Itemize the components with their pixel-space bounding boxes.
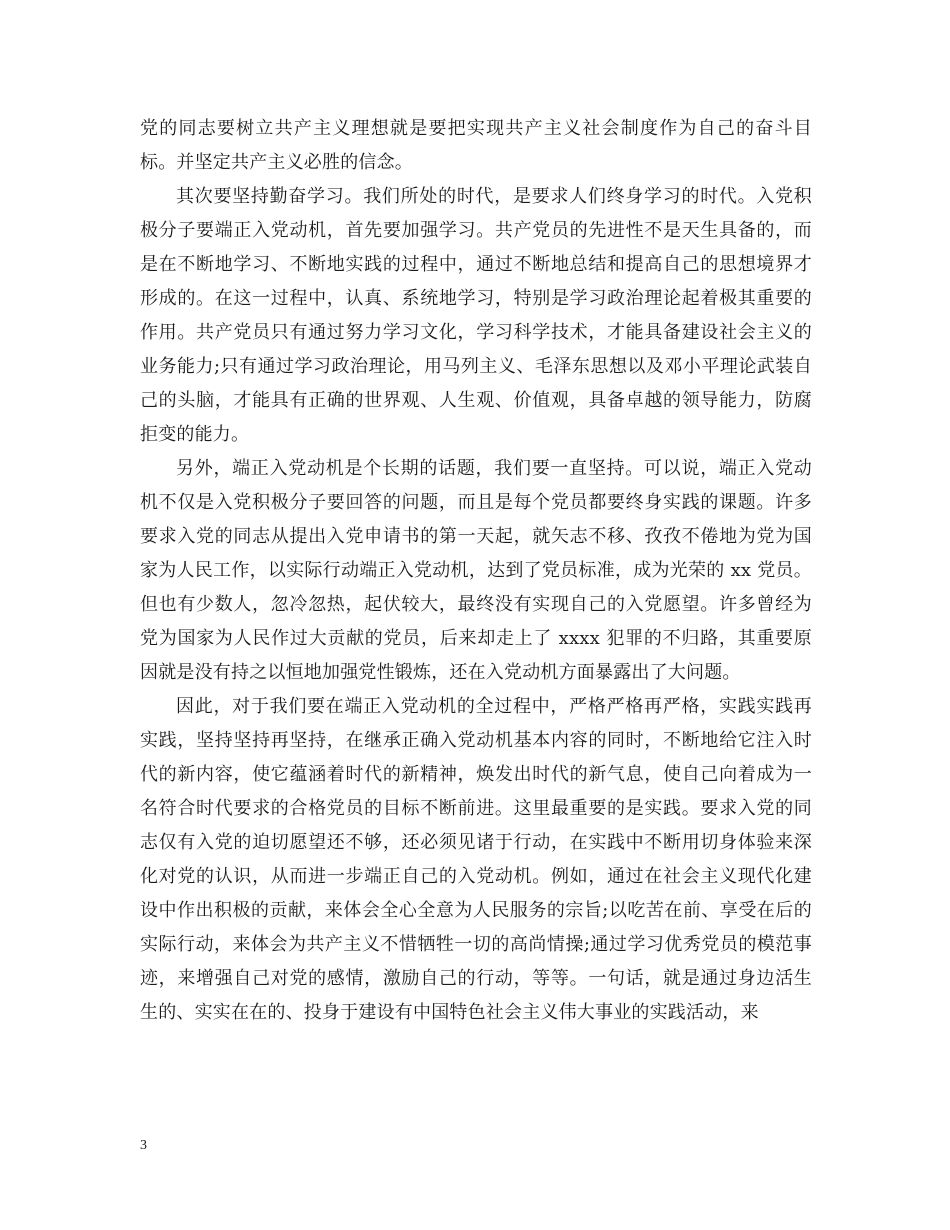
paragraph-continuation: 党的同志要树立共产主义理想就是要把实现共产主义社会制度作为自己的奋斗目标。并坚定共产主义必胜的信念。 — [140, 118, 812, 173]
paragraph-study: 其次要坚持勤奋学习。我们所处的时代，是要求人们终身学习的时代。入党积极分子要端正入党动机，首先要加强学习。共产党员的先进性不是天生具备的，而是在不断地学习、不断地实践的过程中，通过不断地总结和提高自己的思想境界才形成的。在这一过程中，认真、系统地学习，特别是学习政治理论起着极其重要的作用。共产党员只有通过努力学习文化，学习科学技术，才能具备建设社会主义的业务能力;只有通过学习政治理论，用马列主义、毛泽东思想以及邓小平理论武装自己的头脑，才能具有正确的世界观、人生观、价值观，具备卓越的领导能力，防腐拒变的能力。 — [140, 186, 812, 445]
paragraph-long-term: 另外，端正入党动机是个长期的话题，我们要一直坚持。可以说，端正入党动机不仅是入党积极分子要回答的问题，而且是每个党员都要终身实践的课题。许多要求入党的同志从提出入党申请书的第一天起，就矢志不移、孜孜不倦地为党为国家为人民工作，以实际行动端正入党动机，达到了党员标准，成为光荣的 xx 党员。但也有少数人，忽冷忽热，起伏较大，最终没有实现自己的入党愿望。许多曾经为党为国家为人民作过大贡献的党员，后来却走上了 xxxx 犯罪的不归路，其重要原因就是没有持之以恒地加强党性锻炼，还在入党动机方面暴露出了大问题。 — [140, 458, 812, 683]
body-text — [140, 112, 812, 1030]
page-number: 3 — [140, 1138, 147, 1153]
paragraph-practice: 因此，对于我们要在端正入党动机的全过程中，严格严格再严格，实践实践再实践，坚持坚持再坚持，在继承正确入党动机基本内容的同时，不断地给它注入时代的新内容，使它蕴涵着时代的新精神，焕发出时代的新气息，使自己向着成为一名符合时代要求的合格党员的目标不断前进。这里最重要的是实践。要求入党的同志仅有入党的迫切愿望还不够，还必须见诸于行动，在实践中不断用切身体验来深化对党的认识，从而进一步端正自己的入党动机。例如，通过在社会主义现代化建设中作出积极的贡献，来体会全心全意为人民服务的宗旨;以吃苦在前、享受在后的实际行动，来体会为共产主义不惜牺牲一切的高尚情操;通过学习优秀党员的模范事迹，来增强自己对党的感情，激励自己的行动，等等。一句话，就是通过身边活生生的、实实在在的、投身于建设有中国特色社会主义伟大事业的实践活动，来 — [140, 696, 812, 1023]
